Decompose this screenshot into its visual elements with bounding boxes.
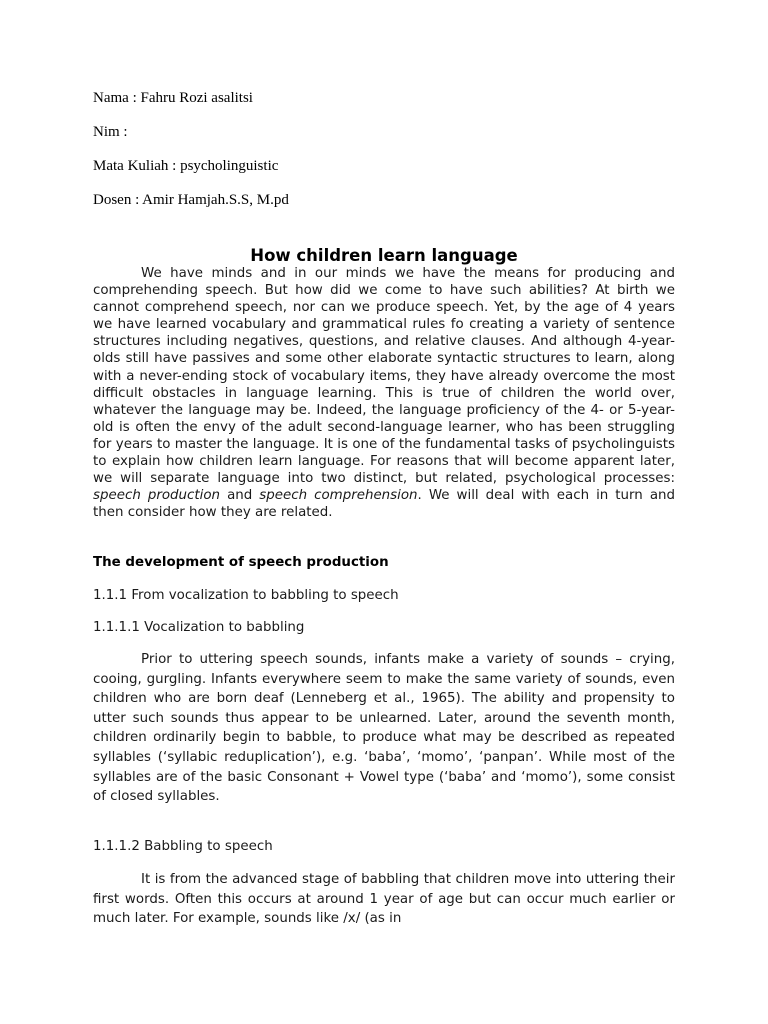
student-info (93, 88, 289, 224)
student-nim: Nim : (93, 124, 128, 140)
paragraph-babbling: It is from the advanced stage of babbling that children move into uttering their first words. Often this occurs at around 1 year of age but can occur much earlier or much later. For example, sounds like /x/ (as in (93, 872, 675, 927)
subheading-1-1-1-1: 1.1.1.1 Vocalization to babbling (93, 620, 305, 635)
intro-paragraph (93, 265, 675, 521)
section-heading: The development of speech production (93, 555, 389, 570)
intro-text: We have minds and in our minds we have the means for producing and comprehending speech. But how did we come to have such abilities? At birth we cannot comprehend speech, nor can we produce speech. Yet, by the age of 4 years we have learned vocabulary and grammatical rules fo creating a variety of sentence structures including negatives, questions, and relative clauses. And although 4-year-olds still have passives and some other elaborate syntactic structures to learn, along with a never-ending stock of vocabulary items, they have already overcome the most difficult obstacles in language learning. This is true of children the world over, whatever the language may be. Indeed, the language proficiency of the 4- or 5-year-old is often the envy of the adult second-language learner, who has been struggling for years to master the language. It is one of the fundamental tasks of psycholinguists to explain how children learn language. For reasons that will become apparent later, we will separate language into two distinct, but related, psychological processes: (93, 266, 675, 487)
paragraph-vocalization: Prior to uttering speech sounds, infants make a variety of sounds – crying, cooing, gurgling. Infants everywhere seem to make the same variety of sounds, even children who are born deaf (Lenneberg et al., 1965). The ability and propensity to utter such sounds thus appear to be unlearned. Later, around the seventh month, children ordinarily begin to babble, to produce what may be described as repeated syllables (‘syllabic reduplication’), e.g. ‘baba’, ‘momo’, ‘panpan’. While most of the syllables are of the basic Consonant + Vowel type (‘baba’ and ‘momo’), some consist of closed syllables. (93, 652, 675, 805)
term-speech-production: speech production (93, 488, 221, 504)
lecturer-name: Dosen : Amir Hamjah.S.S, M.pd (93, 192, 289, 208)
subheading-1-1-1-2: 1.1.1.2 Babbling to speech (93, 839, 273, 854)
intro-end: . We will deal with each in turn and then consider how they are related. (93, 488, 676, 521)
intro-and: and (227, 488, 253, 504)
subheading-1-1-1: 1.1.1 From vocalization to babbling to speech (93, 588, 399, 603)
term-speech-comprehension: speech comprehension (259, 488, 418, 504)
student-name: Nama : Fahru Rozi asalitsi (93, 90, 253, 106)
course-name: Mata Kuliah : psycholinguistic (93, 158, 279, 174)
document-title: How children learn language (250, 246, 518, 265)
